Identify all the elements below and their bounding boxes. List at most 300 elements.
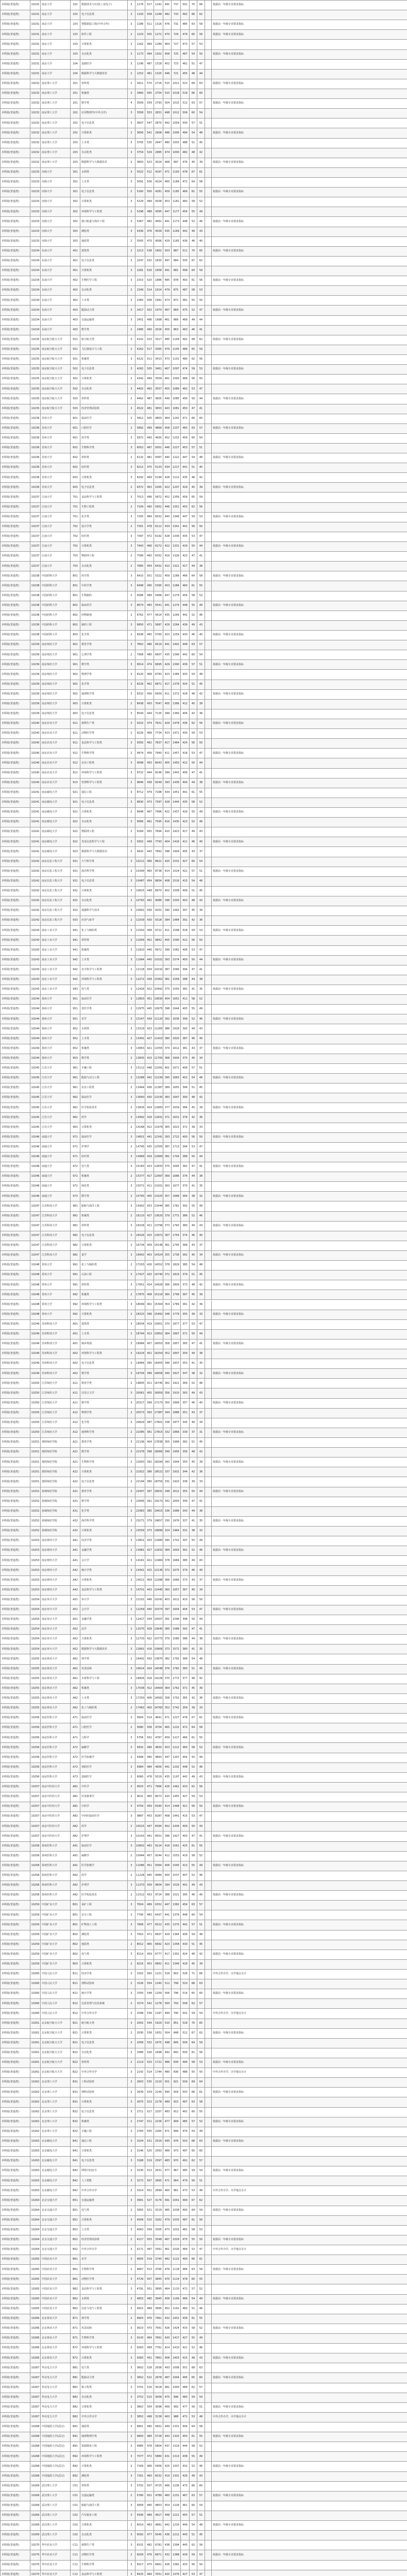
cell-plan: 3 bbox=[128, 89, 135, 99]
table-row bbox=[1, 30, 407, 40]
cell-rank-1: 13491 bbox=[135, 1035, 145, 1044]
cell-school-code: 10235 bbox=[30, 394, 41, 404]
cell-rank-3: 2012 bbox=[172, 1487, 181, 1497]
cell-extra-1: 63 bbox=[190, 2492, 197, 2501]
cell-extra-1: 66 bbox=[190, 2088, 197, 2097]
cell-extra-2: 54 bbox=[197, 1910, 205, 1920]
cell-rank-3: 1236 bbox=[172, 2482, 181, 2492]
cell-school-code: 10248 bbox=[30, 1310, 41, 1320]
cell-batch: 本科批(普通类) bbox=[1, 1428, 30, 1438]
cell-score-2: 470 bbox=[163, 2275, 172, 2284]
cell-note bbox=[212, 375, 407, 384]
cell-school-code: 10267 bbox=[30, 2363, 41, 2373]
cell-score-1: 472 bbox=[145, 532, 154, 542]
cell-school-code: 10259 bbox=[30, 1910, 41, 1920]
cell-school-code: 10236 bbox=[30, 453, 41, 463]
cell-plan: 3 bbox=[128, 1763, 135, 1773]
cell-plan: 3 bbox=[128, 1064, 135, 1074]
cell-rank-2: 14148 bbox=[154, 1241, 163, 1251]
cell-batch: 本科批(普通类) bbox=[1, 1270, 30, 1280]
cell-major: 自动化类 bbox=[80, 148, 128, 158]
cell-score-1: 421 bbox=[145, 1556, 154, 1566]
cell-plan: 2 bbox=[128, 2521, 135, 2531]
cell-score-3: 481 bbox=[181, 296, 190, 306]
cell-school-name: 江苏大学 bbox=[41, 1093, 71, 1103]
table-row bbox=[1, 384, 407, 394]
cell-batch: 本科批(普通类) bbox=[1, 394, 30, 404]
cell-plan: 3 bbox=[128, 1280, 135, 1290]
cell-batch: 本科批(普通类) bbox=[1, 2383, 30, 2393]
cell-score-1: 460 bbox=[145, 552, 154, 562]
cell-rank-2: 3348 bbox=[154, 2235, 163, 2245]
cell-group-code: A42 bbox=[71, 1586, 80, 1596]
cell-batch: 本科批(普通类) bbox=[1, 847, 30, 857]
cell-extra-3 bbox=[205, 690, 212, 700]
cell-major: 自动化类 bbox=[80, 562, 128, 571]
cell-rank-2: 8287 bbox=[154, 1812, 163, 1822]
cell-rank-2: 3098 bbox=[154, 2403, 163, 2413]
cell-plan: 3 bbox=[128, 1645, 135, 1654]
cell-rank-2: 7892 bbox=[154, 847, 163, 857]
cell-note: 依据高一年级专业要求指标 bbox=[212, 926, 407, 936]
cell-rank-1: 18323 bbox=[135, 1310, 145, 1320]
cell-plan: 3 bbox=[128, 1861, 135, 1871]
cell-score-2: 408 bbox=[163, 877, 172, 887]
cell-score-3: 489 bbox=[181, 2383, 190, 2393]
cell-score-1: 505 bbox=[145, 414, 154, 424]
cell-plan: 2 bbox=[128, 2492, 135, 2501]
cell-rank-3: 1671 bbox=[172, 1064, 181, 1074]
cell-score-1: 399 bbox=[145, 1399, 154, 1409]
cell-school-code: 10236 bbox=[30, 463, 41, 473]
cell-rank-3: 863 bbox=[172, 326, 181, 335]
cell-score-2: 466 bbox=[163, 2482, 172, 2492]
table-row bbox=[1, 1044, 407, 1054]
cell-extra-2: 48 bbox=[197, 2521, 205, 2531]
cell-major: 计算机类 bbox=[80, 808, 128, 818]
cell-score-3: 500 bbox=[181, 118, 190, 128]
cell-rank-1: 3752 bbox=[135, 2393, 145, 2403]
cell-score-1: 442 bbox=[145, 896, 154, 906]
cell-score-1: 547 bbox=[145, 118, 154, 128]
cell-extra-2: 47 bbox=[197, 1143, 205, 1153]
cell-rank-2: 2870 bbox=[154, 118, 163, 128]
cell-major: 机械类 bbox=[80, 1172, 128, 1182]
cell-extra-2: 60 bbox=[197, 2147, 205, 2157]
cell-score-2: 411 bbox=[163, 926, 172, 936]
cell-school-name: 中国药科大学 bbox=[41, 631, 71, 640]
cell-school-name: 南京理工大学 bbox=[41, 89, 71, 99]
cell-extra-1: 53 bbox=[190, 384, 197, 394]
cell-school-code: 10267 bbox=[30, 2413, 41, 2422]
cell-extra-1: 57 bbox=[190, 2284, 197, 2294]
cell-school-code: 10242 bbox=[30, 906, 41, 916]
cell-rank-3: 1745 bbox=[172, 1241, 181, 1251]
cell-score-2: 352 bbox=[163, 1349, 172, 1359]
cell-rank-2: 5019 bbox=[154, 1773, 163, 1783]
cell-rank-2: 6522 bbox=[154, 1920, 163, 1930]
cell-school-code: 10268 bbox=[30, 2432, 41, 2442]
cell-plan: 3 bbox=[128, 2501, 135, 2511]
cell-extra-3 bbox=[205, 414, 212, 424]
cell-rank-2: 1675 bbox=[154, 2039, 163, 2048]
cell-note: 依据高一年级专业要求指标 bbox=[212, 2206, 407, 2216]
cell-score-1: 483 bbox=[145, 601, 154, 611]
cell-school-code: 10259 bbox=[30, 1920, 41, 1930]
cell-extra-1: 48 bbox=[190, 148, 197, 158]
cell-batch: 本科批(普通类) bbox=[1, 936, 30, 945]
cell-extra-1: 56 bbox=[190, 1133, 197, 1143]
cell-score-3: 491 bbox=[181, 2108, 190, 2117]
cell-school-name: 苏州科技大学 bbox=[41, 1340, 71, 1349]
cell-rank-2: 4803 bbox=[154, 414, 163, 424]
cell-score-2: 365 bbox=[163, 1123, 172, 1133]
cell-rank-1: 23271 bbox=[135, 1517, 145, 1527]
cell-rank-1: 3652 bbox=[135, 2373, 145, 2383]
cell-plan: 3 bbox=[128, 2255, 135, 2265]
cell-major: 食品科学与工程类 bbox=[80, 2570, 128, 2576]
cell-score-1: 445 bbox=[145, 1871, 154, 1881]
cell-batch: 本科批(普通类) bbox=[1, 1871, 30, 1881]
cell-extra-1: 50 bbox=[190, 1487, 197, 1497]
cell-score-1: 480 bbox=[145, 650, 154, 660]
cell-school-name: 南京农业大学 bbox=[41, 749, 71, 758]
cell-rank-3: 1212 bbox=[172, 473, 181, 483]
cell-note: 依据高一年级专业要求指标 bbox=[212, 394, 407, 404]
cell-group-code: B22 bbox=[71, 2058, 80, 2068]
cell-rank-2: 13325 bbox=[154, 1192, 163, 1201]
cell-extra-1: 64 bbox=[190, 266, 197, 276]
cell-rank-1: 5298 bbox=[135, 207, 145, 217]
cell-rank-1: 3702 bbox=[135, 2383, 145, 2393]
cell-extra-2: 52 bbox=[197, 2117, 205, 2127]
cell-plan: 3 bbox=[128, 798, 135, 808]
cell-school-name: 北京理工大学 bbox=[41, 2097, 71, 2107]
cell-major: 设计学类 bbox=[80, 522, 128, 532]
cell-school-code: 10261 bbox=[30, 2029, 41, 2039]
cell-rank-3: 1003 bbox=[172, 139, 181, 148]
cell-major: 计算机类 bbox=[80, 2462, 128, 2471]
cell-school-code: 10236 bbox=[30, 424, 41, 434]
cell-batch: 本科批(普通类) bbox=[1, 1222, 30, 1231]
cell-rank-2: 5956 bbox=[154, 2462, 163, 2471]
cell-score-3: 377 bbox=[181, 1320, 190, 1330]
cell-school-code: 10241 bbox=[30, 837, 41, 847]
cell-plan: 3 bbox=[128, 306, 135, 315]
cell-batch: 本科批(普通类) bbox=[1, 158, 30, 168]
cell-rank-2: 6862 bbox=[154, 1960, 163, 1970]
cell-score-2: 393 bbox=[163, 1133, 172, 1143]
cell-extra-3 bbox=[205, 257, 212, 266]
cell-score-1: 415 bbox=[145, 1566, 154, 1575]
cell-note bbox=[212, 788, 407, 798]
cell-rank-1: 2058 bbox=[135, 2039, 145, 2048]
cell-rank-3: 1799 bbox=[172, 1290, 181, 1300]
cell-score-3: 415 bbox=[181, 1812, 190, 1822]
cell-score-1: 441 bbox=[145, 1832, 154, 1841]
cell-rank-2: 1652 bbox=[154, 2029, 163, 2039]
cell-score-3: 493 bbox=[181, 2206, 190, 2216]
cell-major: 计算机类 bbox=[80, 197, 128, 207]
cell-extra-2: 46 bbox=[197, 2462, 205, 2471]
table-row bbox=[1, 700, 407, 709]
cell-group-code: 931 bbox=[71, 857, 80, 867]
cell-plan: 3 bbox=[128, 758, 135, 768]
cell-school-name: 盐城师范学院 bbox=[41, 1497, 71, 1507]
cell-extra-1: 52 bbox=[190, 1871, 197, 1881]
cell-group-code: 942 bbox=[71, 956, 80, 965]
cell-note bbox=[212, 414, 407, 424]
cell-school-name: 扬州大学 bbox=[41, 1035, 71, 1044]
cell-score-3: 409 bbox=[181, 887, 190, 896]
cell-extra-1: 50 bbox=[190, 758, 197, 768]
cell-school-code: 10255 bbox=[30, 1694, 41, 1704]
cell-school-name: 南京师范大学 bbox=[41, 650, 71, 660]
cell-group-code: 501 bbox=[71, 355, 80, 365]
cell-score-2: 446 bbox=[163, 444, 172, 453]
cell-rank-2: 10906 bbox=[154, 1645, 163, 1654]
cell-batch: 本科批(普通类) bbox=[1, 2413, 30, 2422]
cell-rank-3: 1789 bbox=[172, 1300, 181, 1310]
cell-major: 食品科学与工程类 bbox=[80, 1586, 128, 1596]
cell-score-3: 365 bbox=[181, 1694, 190, 1704]
cell-rank-1: 16526 bbox=[135, 1231, 145, 1241]
cell-extra-1: 54 bbox=[190, 50, 197, 60]
cell-rank-1: 2315 bbox=[135, 276, 145, 286]
cell-note bbox=[212, 1035, 407, 1044]
cell-school-name: 常州大学 bbox=[41, 1280, 71, 1290]
cell-major: 水利类 bbox=[80, 168, 128, 178]
cell-rank-1: 13992 bbox=[135, 1113, 145, 1123]
cell-major: 电子信息类 bbox=[80, 365, 128, 375]
cell-rank-3: 790 bbox=[172, 2009, 181, 2019]
cell-score-1: 503 bbox=[145, 2235, 154, 2245]
cell-school-name: 扬州大学 bbox=[41, 1024, 71, 1034]
cell-group-code: 961 bbox=[71, 1064, 80, 1074]
cell-extra-2: 45 bbox=[197, 1438, 205, 1448]
cell-note bbox=[212, 1093, 407, 1103]
cell-score-3: 344 bbox=[181, 1467, 190, 1477]
cell-group-code: B21 bbox=[71, 2039, 80, 2048]
cell-plan: 3 bbox=[128, 384, 135, 394]
cell-score-3: 373 bbox=[181, 1576, 190, 1586]
cell-score-1: 440 bbox=[145, 956, 154, 965]
cell-score-2: 438 bbox=[163, 2540, 172, 2550]
cell-extra-1: 43 bbox=[190, 1409, 197, 1418]
cell-rank-2: 3795 bbox=[154, 2265, 163, 2275]
cell-rank-2: 10492 bbox=[154, 985, 163, 995]
cell-extra-2: 43 bbox=[197, 1881, 205, 1891]
cell-rank-3: 1772 bbox=[172, 1674, 181, 1684]
cell-group-code: A21 bbox=[71, 1448, 80, 1458]
cell-extra-2: 54 bbox=[197, 434, 205, 444]
cell-rank-1: 8120 bbox=[135, 670, 145, 680]
cell-school-code: 10237 bbox=[30, 493, 41, 502]
cell-score-2: 348 bbox=[163, 1310, 172, 1320]
cell-school-code: 10259 bbox=[30, 1960, 41, 1970]
table-row bbox=[1, 749, 407, 758]
cell-rank-1: 10487 bbox=[135, 877, 145, 887]
cell-rank-1: 6893 bbox=[135, 2432, 145, 2442]
cell-rank-1: 4667 bbox=[135, 2265, 145, 2275]
cell-rank-1: 9420 bbox=[135, 847, 145, 857]
cell-score-3: 433 bbox=[181, 2561, 190, 2570]
cell-school-code: 10239 bbox=[30, 660, 41, 670]
cell-score-3: 367 bbox=[181, 1586, 190, 1596]
cell-school-code: 10251 bbox=[30, 1477, 41, 1487]
cell-score-2: 396 bbox=[163, 896, 172, 906]
cell-plan: 3 bbox=[128, 818, 135, 827]
cell-score-1: 525 bbox=[145, 2147, 154, 2157]
cell-school-name: 北京交通大学 bbox=[41, 2245, 71, 2255]
cell-batch: 本科批(普通类) bbox=[1, 2422, 30, 2432]
cell-note bbox=[212, 670, 407, 680]
cell-rank-1: 3509 bbox=[135, 99, 145, 109]
cell-rank-3: 1081 bbox=[172, 404, 181, 414]
cell-plan: 2 bbox=[128, 1753, 135, 1763]
cell-plan: 3 bbox=[128, 1153, 135, 1162]
cell-score-1: 449 bbox=[145, 837, 154, 847]
cell-score-2: 428 bbox=[163, 532, 172, 542]
cell-rank-1: 6092 bbox=[135, 2531, 145, 2540]
cell-school-code: 10251 bbox=[30, 1467, 41, 1477]
cell-score-3: 495 bbox=[181, 2373, 190, 2383]
cell-rank-2: 3262 bbox=[154, 2216, 163, 2226]
cell-score-2: 425 bbox=[163, 2462, 172, 2471]
cell-score-3: 442 bbox=[181, 1920, 190, 1930]
cell-plan: 3 bbox=[128, 621, 135, 631]
cell-score-1: 509 bbox=[145, 2226, 154, 2235]
cell-school-name: 中国矿业大学 bbox=[41, 1901, 71, 1910]
cell-school-name: 华北电力大学 bbox=[41, 2403, 71, 2413]
cell-note: 依据高一年级专业要求指标 bbox=[212, 1861, 407, 1871]
cell-school-name: 南京邮电大学 bbox=[41, 847, 71, 857]
cell-rank-3: 921 bbox=[172, 2078, 181, 2088]
cell-rank-1: 12891 bbox=[135, 1645, 145, 1654]
cell-batch: 本科批(普通类) bbox=[1, 2550, 30, 2560]
cell-plan: 2 bbox=[128, 128, 135, 138]
cell-school-code: 10251 bbox=[30, 1448, 41, 1458]
cell-extra-2: 40 bbox=[197, 1891, 205, 1901]
cell-school-code: 10246 bbox=[30, 1162, 41, 1172]
cell-extra-2: 57 bbox=[197, 2383, 205, 2393]
cell-plan: 3 bbox=[128, 926, 135, 936]
cell-rank-2: 4509 bbox=[154, 227, 163, 237]
cell-rank-1: 14168 bbox=[135, 1123, 145, 1133]
cell-group-code: 932 bbox=[71, 906, 80, 916]
cell-score-2: 343 bbox=[163, 1458, 172, 1467]
cell-rank-3: 869 bbox=[172, 306, 181, 315]
cell-major: 物联网工程 bbox=[80, 827, 128, 837]
cell-rank-1: 7109 bbox=[135, 503, 145, 513]
cell-note bbox=[212, 1083, 407, 1093]
cell-batch: 本科批(普通类) bbox=[1, 2196, 30, 2206]
table-row bbox=[1, 10, 407, 20]
cell-extra-1: 46 bbox=[190, 1399, 197, 1409]
cell-extra-1: 48 bbox=[190, 1674, 197, 1684]
table-row bbox=[1, 1014, 407, 1024]
cell-extra-2: 44 bbox=[197, 316, 205, 326]
cell-batch: 本科批(普通类) bbox=[1, 631, 30, 640]
cell-group-code: 502 bbox=[71, 365, 80, 375]
cell-major: 药学 bbox=[80, 1822, 128, 1832]
cell-rank-1: 3558 bbox=[135, 109, 145, 118]
cell-rank-1: 3104 bbox=[135, 2137, 145, 2147]
cell-group-code: B72 bbox=[71, 2353, 80, 2363]
cell-major: 土木类 bbox=[80, 1330, 128, 1340]
cell-note: 中外合作办学，办学地点另计 bbox=[212, 1970, 407, 1979]
cell-rank-3: 1582 bbox=[172, 946, 181, 956]
cell-score-3: 372 bbox=[181, 1123, 190, 1133]
cell-rank-1: 2639 bbox=[135, 2088, 145, 2097]
cell-score-1: 433 bbox=[145, 1536, 154, 1546]
cell-rank-1: 7908 bbox=[135, 650, 145, 660]
cell-extra-1: 50 bbox=[190, 956, 197, 965]
cell-major: 药学 bbox=[80, 1113, 128, 1123]
cell-rank-3: 1105 bbox=[172, 345, 181, 355]
cell-rank-3: 1222 bbox=[172, 453, 181, 463]
cell-school-name: 南京中医药大学 bbox=[41, 1832, 71, 1841]
cell-major: 生物科学类 bbox=[80, 2561, 128, 2570]
cell-extra-1: 59 bbox=[190, 2166, 197, 2176]
cell-rank-2: 2026 bbox=[154, 326, 163, 335]
cell-score-1: 476 bbox=[145, 227, 154, 237]
cell-group-code: B12 bbox=[71, 2009, 80, 2019]
cell-rank-2: 14552 bbox=[154, 1261, 163, 1270]
cell-score-1: 506 bbox=[145, 178, 154, 188]
cell-rank-2: 1297 bbox=[154, 2009, 163, 2019]
cell-school-code: 10270 bbox=[30, 2550, 41, 2560]
cell-extra-1: 38 bbox=[190, 1192, 197, 1201]
cell-score-2: 403 bbox=[163, 1596, 172, 1605]
cell-extra-2: 42 bbox=[197, 1674, 205, 1684]
cell-extra-1: 47 bbox=[190, 552, 197, 562]
cell-note bbox=[212, 118, 407, 128]
cell-group-code: 903 bbox=[71, 709, 80, 719]
cell-plan: 3 bbox=[128, 2413, 135, 2422]
cell-extra-1: 63 bbox=[190, 20, 197, 30]
cell-score-3: 388 bbox=[181, 1153, 190, 1162]
cell-score-1: 519 bbox=[145, 2255, 154, 2265]
cell-rank-3: 1956 bbox=[172, 1448, 181, 1458]
cell-plan: 2 bbox=[128, 1123, 135, 1133]
cell-extra-2: 40 bbox=[197, 1231, 205, 1241]
cell-major: 中外合作办学 bbox=[80, 2413, 128, 2422]
cell-rank-2: 17815 bbox=[154, 1428, 163, 1438]
cell-plan: 3 bbox=[128, 1222, 135, 1231]
cell-note: 依据高一年级专业要求指标 bbox=[212, 365, 407, 375]
cell-score-3: 448 bbox=[181, 601, 190, 611]
cell-score-2: 465 bbox=[163, 178, 172, 188]
cell-note bbox=[212, 1005, 407, 1014]
cell-major: 计算机类 bbox=[80, 2097, 128, 2107]
cell-note bbox=[212, 10, 407, 20]
cell-rank-3: 915 bbox=[172, 2097, 181, 2107]
cell-major: 材料类 bbox=[80, 394, 128, 404]
cell-extra-1: 49 bbox=[190, 1881, 197, 1891]
cell-extra-2: 40 bbox=[197, 237, 205, 247]
cell-major: 金融学类 bbox=[80, 1546, 128, 1556]
cell-rank-1: 1550 bbox=[135, 1989, 145, 1999]
cell-extra-2: 46 bbox=[197, 1871, 205, 1881]
table-row bbox=[1, 581, 407, 591]
cell-extra-1: 52 bbox=[190, 1014, 197, 1024]
cell-major: 动物医学类 bbox=[80, 2550, 128, 2560]
cell-rank-3: 737 bbox=[172, 1, 181, 10]
cell-score-2: 468 bbox=[163, 158, 172, 168]
cell-score-3: 455 bbox=[181, 2511, 190, 2521]
cell-rank-3: 1181 bbox=[172, 197, 181, 207]
